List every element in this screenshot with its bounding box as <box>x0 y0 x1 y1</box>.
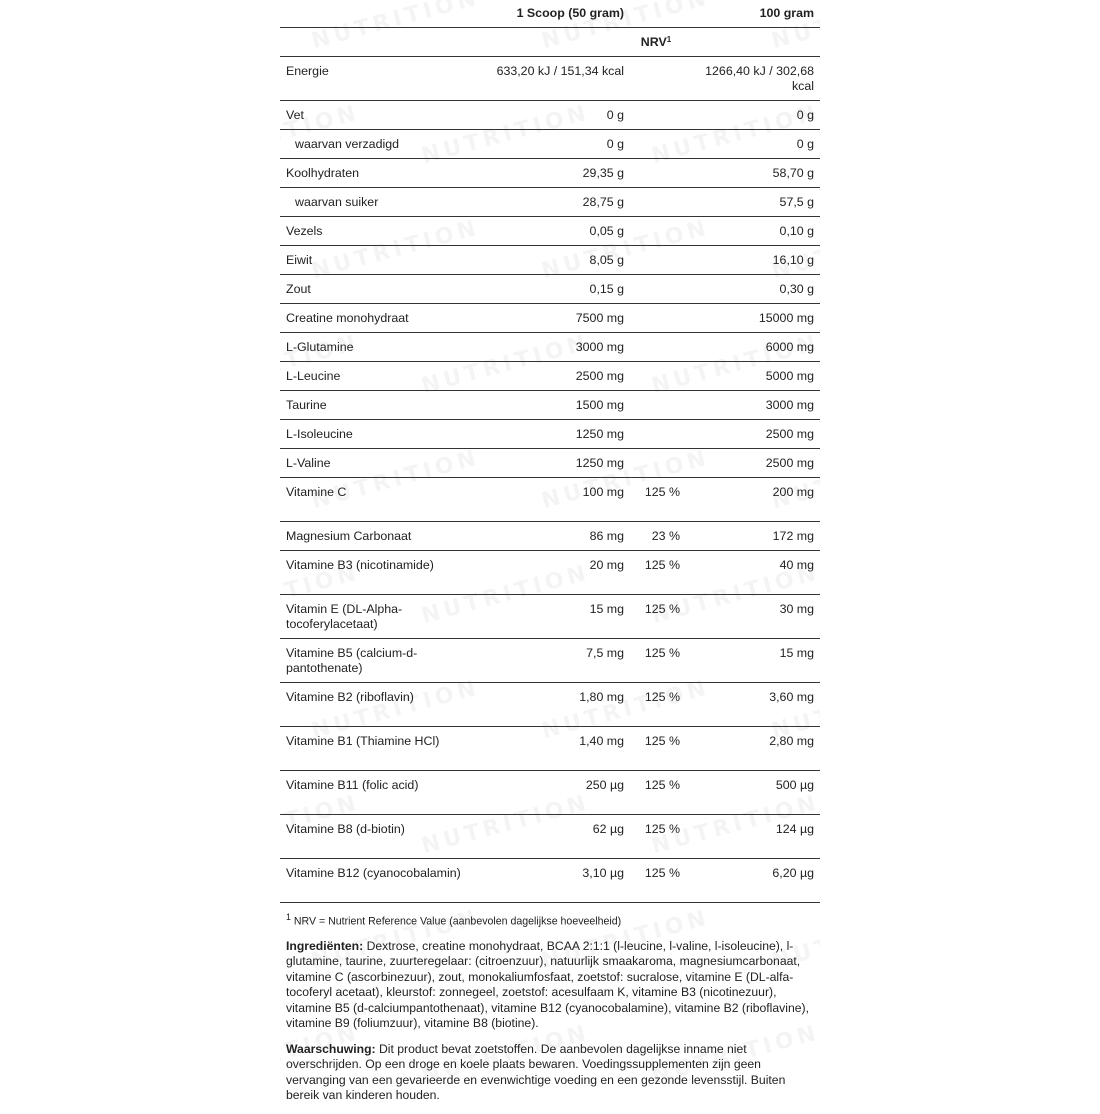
nutrient-row <box>280 159 820 188</box>
nutrient-name: Zout <box>280 275 490 304</box>
nutrient-row <box>280 815 820 859</box>
serving-value: 29,35 g <box>490 159 630 188</box>
nrv-value: 23 % <box>630 522 682 551</box>
nutrient-name: L-Leucine <box>280 362 490 391</box>
per100-value: 57,5 g <box>682 188 820 217</box>
nutrient-name: waarvan suiker <box>280 188 490 217</box>
nutrient-name: Vitamine B2 (riboflavin) <box>280 683 490 727</box>
nrv-header-row <box>280 28 820 57</box>
nutrient-row <box>280 639 820 683</box>
nutrient-name: Vitamine B1 (Thiamine HCl) <box>280 727 490 771</box>
nutrient-row <box>280 522 820 551</box>
per100-value: 1266,40 kJ / 302,68 kcal <box>682 57 820 101</box>
per100-value: 16,10 g <box>682 246 820 275</box>
nutrient-name: Vezels <box>280 217 490 246</box>
nrv-value: 125 % <box>630 478 682 522</box>
nutrient-row <box>280 130 820 159</box>
per100-value: 200 mg <box>682 478 820 522</box>
nrv-value: 125 % <box>630 727 682 771</box>
header-serving: 1 Scoop (50 gram) <box>516 6 624 20</box>
serving-value: 0 g <box>490 101 630 130</box>
footer <box>280 903 820 1104</box>
per100-value: 2500 mg <box>682 420 820 449</box>
nutrient-row <box>280 275 820 304</box>
nrv-value <box>630 246 682 275</box>
nutrient-name: L-Glutamine <box>280 333 490 362</box>
nutrient-name: Magnesium Carbonaat <box>280 522 490 551</box>
nutrient-row <box>280 449 820 478</box>
nutrient-row <box>280 859 820 903</box>
nrv-value: 125 % <box>630 859 682 903</box>
per100-value: 0,30 g <box>682 275 820 304</box>
header-nrv <box>630 28 682 57</box>
nutrition-panel <box>280 0 820 1114</box>
serving-value: 0,15 g <box>490 275 630 304</box>
nrv-value: 125 % <box>630 683 682 727</box>
nutrient-name: L-Valine <box>280 449 490 478</box>
nrv-value <box>630 217 682 246</box>
nutrient-row <box>280 246 820 275</box>
nutrient-row <box>280 391 820 420</box>
nutrient-row <box>280 771 820 815</box>
ingredients-text: Dextrose, creatine monohydraat, BCAA 2:1:1 (l-leucine, l-valine, l-isoleucine), l-glutamine, taurine, zuurteregelaar: (citroenzuur), natuurlijk smaakaroma, magnesiumcarbonaat, vitamine C (ascorbinezuur), zout, monokaliumfosfaat, zoetstof: sucralose, vitamine E (DL-alfa-tocoferyl acetaat), kleurstof: zonnegeel, zoetstof: acesulfaam K, vitamine B3 (nicotinezuur), vitamine B5 (d-calciumpantothenaat), vitamine B12 (cyanocobalamine), vitamine B2 (riboflavine), vitamine B9 (foliumzuur), vitamine B8 (biotine). <box>286 938 809 1031</box>
serving-value: 1,40 mg <box>490 727 630 771</box>
serving-value: 250 µg <box>490 771 630 815</box>
footnote <box>286 910 814 929</box>
nutrient-row <box>280 101 820 130</box>
per100-value: 40 mg <box>682 551 820 595</box>
nutrient-row <box>280 217 820 246</box>
ingredients-label: Ingrediënten: <box>286 938 364 953</box>
nrv-value: 125 % <box>630 771 682 815</box>
nrv-header-empty-2 <box>490 28 630 57</box>
nutrient-name: Vitamin E (DL-Alpha-tocoferylacetaat) <box>280 595 490 639</box>
warning-label: Waarschuwing: <box>286 1041 376 1056</box>
per100-value: 15000 mg <box>682 304 820 333</box>
per100-value: 30 mg <box>682 595 820 639</box>
nutrient-rows <box>280 57 820 903</box>
per100-value: 5000 mg <box>682 362 820 391</box>
nutrient-row <box>280 57 820 101</box>
nrv-value <box>630 159 682 188</box>
nutrient-name: Vitamine B3 (nicotinamide) <box>280 551 490 595</box>
per100-value: 0 g <box>682 101 820 130</box>
header-nrv-label: NRV <box>640 34 667 49</box>
per100-value: 6,20 µg <box>682 859 820 903</box>
nrv-value <box>630 449 682 478</box>
serving-value: 20 mg <box>490 551 630 595</box>
warning <box>286 1042 814 1104</box>
nutrient-name: Vitamine B8 (d-biotin) <box>280 815 490 859</box>
nrv-value <box>630 275 682 304</box>
nutrient-name: Taurine <box>280 391 490 420</box>
per100-value: 0 g <box>682 130 820 159</box>
serving-value: 0 g <box>490 130 630 159</box>
serving-value: 15 mg <box>490 595 630 639</box>
nutrient-row <box>280 304 820 333</box>
per100-value: 500 µg <box>682 771 820 815</box>
per100-value: 172 mg <box>682 522 820 551</box>
nutrient-name: Vitamine B11 (folic acid) <box>280 771 490 815</box>
per100-value: 2,80 mg <box>682 727 820 771</box>
nutrient-name: Vitamine B5 (calcium-d-pantothenate) <box>280 639 490 683</box>
serving-value: 62 µg <box>490 815 630 859</box>
nutrient-row <box>280 362 820 391</box>
nutrient-row <box>280 551 820 595</box>
nutrient-row <box>280 333 820 362</box>
serving-value: 100 mg <box>490 478 630 522</box>
nrv-header-empty-3 <box>682 28 820 57</box>
serving-value: 86 mg <box>490 522 630 551</box>
header-nrv-spacer <box>630 0 682 28</box>
per100-value: 3,60 mg <box>682 683 820 727</box>
per100-value: 6000 mg <box>682 333 820 362</box>
nrv-value <box>630 101 682 130</box>
serving-value: 633,20 kJ / 151,34 kcal <box>490 57 630 101</box>
serving-value: 2500 mg <box>490 362 630 391</box>
serving-value: 28,75 g <box>490 188 630 217</box>
per100-value: 3000 mg <box>682 391 820 420</box>
serving-value: 3,10 µg <box>490 859 630 903</box>
per100-value: 2500 mg <box>682 449 820 478</box>
nrv-value <box>630 188 682 217</box>
header-nrv-sup: 1 <box>666 34 672 44</box>
nrv-value: 125 % <box>630 815 682 859</box>
per100-value: 58,70 g <box>682 159 820 188</box>
header-per-100g: 100 gram <box>759 6 814 20</box>
serving-value: 0,05 g <box>490 217 630 246</box>
nutrient-row <box>280 188 820 217</box>
per100-value: 124 µg <box>682 815 820 859</box>
warning-text: Dit product bevat zoetstoffen. De aanbevolen dagelijkse inname niet overschrijden. Op een droge en koele plaats bewaren. Voedingssupplementen zijn geen vervanging van een gevarieerde en evenwichtige voeding en een gezonde levensstijl. Buiten bereik van kinderen houden. <box>286 1041 786 1103</box>
nrv-value <box>630 130 682 159</box>
header-row <box>280 0 820 28</box>
serving-value: 8,05 g <box>490 246 630 275</box>
serving-value: 1250 mg <box>490 420 630 449</box>
nutrient-name: L-Isoleucine <box>280 420 490 449</box>
nrv-value <box>630 420 682 449</box>
nrv-value: 125 % <box>630 551 682 595</box>
header-empty <box>280 0 490 28</box>
nutrient-name: Koolhydraten <box>280 159 490 188</box>
ingredients <box>286 939 814 1032</box>
nutrient-name: Creatine monohydraat <box>280 304 490 333</box>
nutrient-name: Eiwit <box>280 246 490 275</box>
nrv-value <box>630 304 682 333</box>
nutrient-name: waarvan verzadigd <box>280 130 490 159</box>
serving-value: 3000 mg <box>490 333 630 362</box>
serving-value: 1250 mg <box>490 449 630 478</box>
nutrient-row <box>280 683 820 727</box>
nutrient-name: Energie <box>280 57 490 101</box>
footnote-sup: 1 <box>286 912 291 922</box>
nutrient-name: Vet <box>280 101 490 130</box>
nrv-value: 125 % <box>630 595 682 639</box>
nrv-value <box>630 333 682 362</box>
nutrient-row <box>280 478 820 522</box>
nutrition-table <box>280 0 820 903</box>
nrv-value <box>630 362 682 391</box>
nutrient-name: Vitamine C <box>280 478 490 522</box>
per100-value: 0,10 g <box>682 217 820 246</box>
nrv-value <box>630 57 682 101</box>
serving-value: 7500 mg <box>490 304 630 333</box>
footnote-text: NRV = Nutrient Reference Value (aanbevolen dagelijkse hoeveelheid) <box>293 915 622 928</box>
serving-value: 1500 mg <box>490 391 630 420</box>
serving-value: 7,5 mg <box>490 639 630 683</box>
per100-value: 15 mg <box>682 639 820 683</box>
nutrient-row <box>280 727 820 771</box>
nutrient-row <box>280 595 820 639</box>
nutrient-row <box>280 420 820 449</box>
nrv-value <box>630 391 682 420</box>
nrv-value: 125 % <box>630 639 682 683</box>
nutrient-name: Vitamine B12 (cyanocobalamin) <box>280 859 490 903</box>
nrv-header-empty <box>280 28 490 57</box>
serving-value: 1,80 mg <box>490 683 630 727</box>
